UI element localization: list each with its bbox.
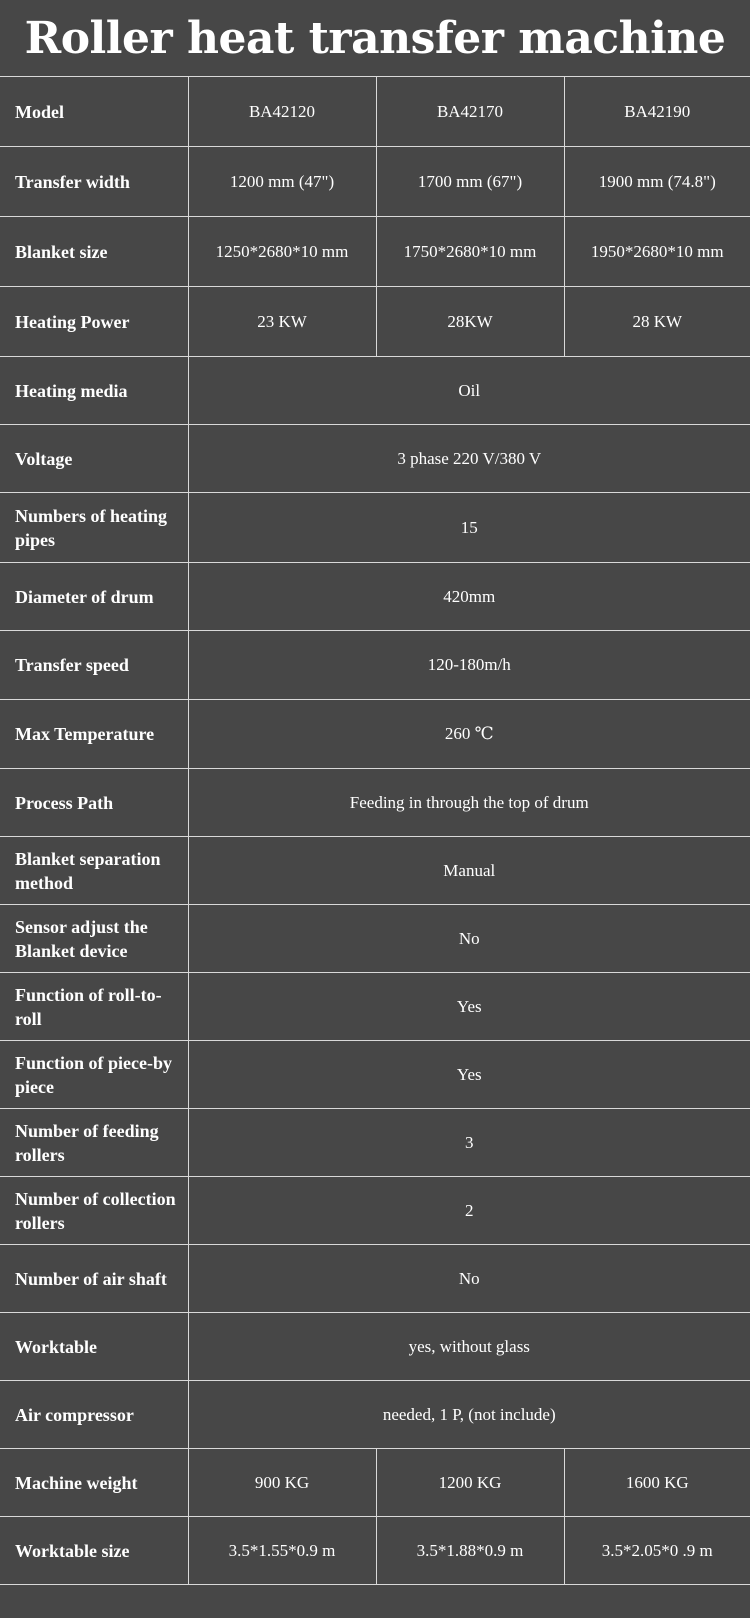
- spec-value-merged: 120-180m/h: [188, 631, 750, 700]
- spec-row: [0, 1381, 750, 1449]
- spec-row: [0, 217, 750, 287]
- spec-value-merged: Feeding in through the top of drum: [188, 769, 750, 837]
- spec-row: [0, 425, 750, 493]
- spec-row: [0, 1109, 750, 1177]
- spec-row: [0, 769, 750, 837]
- spec-row: [0, 1177, 750, 1245]
- spec-row: [0, 563, 750, 631]
- spec-label: Max Temperature: [0, 700, 188, 769]
- spec-row: [0, 631, 750, 700]
- spec-label: Function of roll-to-roll: [0, 973, 188, 1041]
- spec-label: Diameter of drum: [0, 563, 188, 631]
- spec-value: 23 KW: [188, 287, 376, 357]
- spec-label: Number of feeding rollers: [0, 1109, 188, 1177]
- spec-label: Worktable size: [0, 1517, 188, 1585]
- spec-row: [0, 147, 750, 217]
- spec-value-merged: 15: [188, 493, 750, 563]
- spec-value: BA42190: [564, 77, 750, 147]
- spec-value: 1700 mm (67"): [376, 147, 564, 217]
- spec-value-merged: 260 ℃: [188, 700, 750, 769]
- spec-row: [0, 905, 750, 973]
- spec-label: Number of air shaft: [0, 1245, 188, 1313]
- spec-value-merged: 3: [188, 1109, 750, 1177]
- spec-value-merged: 420mm: [188, 563, 750, 631]
- spec-value-merged: yes, without glass: [188, 1313, 750, 1381]
- spec-value: BA42120: [188, 77, 376, 147]
- spec-row: [0, 1245, 750, 1313]
- spec-value-merged: 3 phase 220 V/380 V: [188, 425, 750, 493]
- spec-value: 1950*2680*10 mm: [564, 217, 750, 287]
- spec-label: Process Path: [0, 769, 188, 837]
- spec-value: 28KW: [376, 287, 564, 357]
- spec-row: [0, 700, 750, 769]
- spec-value: BA42170: [376, 77, 564, 147]
- spec-label: Machine weight: [0, 1449, 188, 1517]
- spec-value-merged: 2: [188, 1177, 750, 1245]
- spec-label: Air compressor: [0, 1381, 188, 1449]
- spec-label: Blanket separation method: [0, 837, 188, 905]
- spec-value: 3.5*1.88*0.9 m: [376, 1517, 564, 1585]
- spec-label: Heating media: [0, 357, 188, 425]
- spec-value: 1900 mm (74.8"): [564, 147, 750, 217]
- spec-row: [0, 1517, 750, 1585]
- spec-label: Worktable: [0, 1313, 188, 1381]
- spec-label: Transfer width: [0, 147, 188, 217]
- spec-label: Blanket size: [0, 217, 188, 287]
- spec-value-merged: Yes: [188, 973, 750, 1041]
- spec-value-merged: Oil: [188, 357, 750, 425]
- spec-value: 1200 mm (47"): [188, 147, 376, 217]
- spec-value: 3.5*2.05*0 .9 m: [564, 1517, 750, 1585]
- spec-value-merged: needed, 1 P, (not include): [188, 1381, 750, 1449]
- spec-value: 1250*2680*10 mm: [188, 217, 376, 287]
- spec-value: 28 KW: [564, 287, 750, 357]
- spec-table: [0, 76, 750, 1585]
- spec-label: Voltage: [0, 425, 188, 493]
- spec-value: 1200 KG: [376, 1449, 564, 1517]
- spec-row: [0, 1449, 750, 1517]
- spec-row: [0, 287, 750, 357]
- spec-label: Heating Power: [0, 287, 188, 357]
- spec-label: Transfer speed: [0, 631, 188, 700]
- spec-label: Numbers of heating pipes: [0, 493, 188, 563]
- spec-label: Model: [0, 77, 188, 147]
- spec-label: Function of piece-by piece: [0, 1041, 188, 1109]
- page-title: Roller heat transfer machine: [24, 12, 726, 64]
- spec-value-merged: No: [188, 905, 750, 973]
- spec-value-merged: Yes: [188, 1041, 750, 1109]
- spec-value: 1750*2680*10 mm: [376, 217, 564, 287]
- spec-row: [0, 837, 750, 905]
- spec-value: 1600 KG: [564, 1449, 750, 1517]
- spec-row: [0, 973, 750, 1041]
- spec-row: [0, 1313, 750, 1381]
- spec-value: 3.5*1.55*0.9 m: [188, 1517, 376, 1585]
- spec-value-merged: No: [188, 1245, 750, 1313]
- spec-row: [0, 493, 750, 563]
- spec-table-body: [0, 77, 750, 1585]
- spec-row: [0, 357, 750, 425]
- spec-value-merged: Manual: [188, 837, 750, 905]
- spec-row: [0, 1041, 750, 1109]
- spec-row: [0, 77, 750, 147]
- spec-value: 900 KG: [188, 1449, 376, 1517]
- spec-label: Sensor adjust the Blanket device: [0, 905, 188, 973]
- spec-label: Number of collection rollers: [0, 1177, 188, 1245]
